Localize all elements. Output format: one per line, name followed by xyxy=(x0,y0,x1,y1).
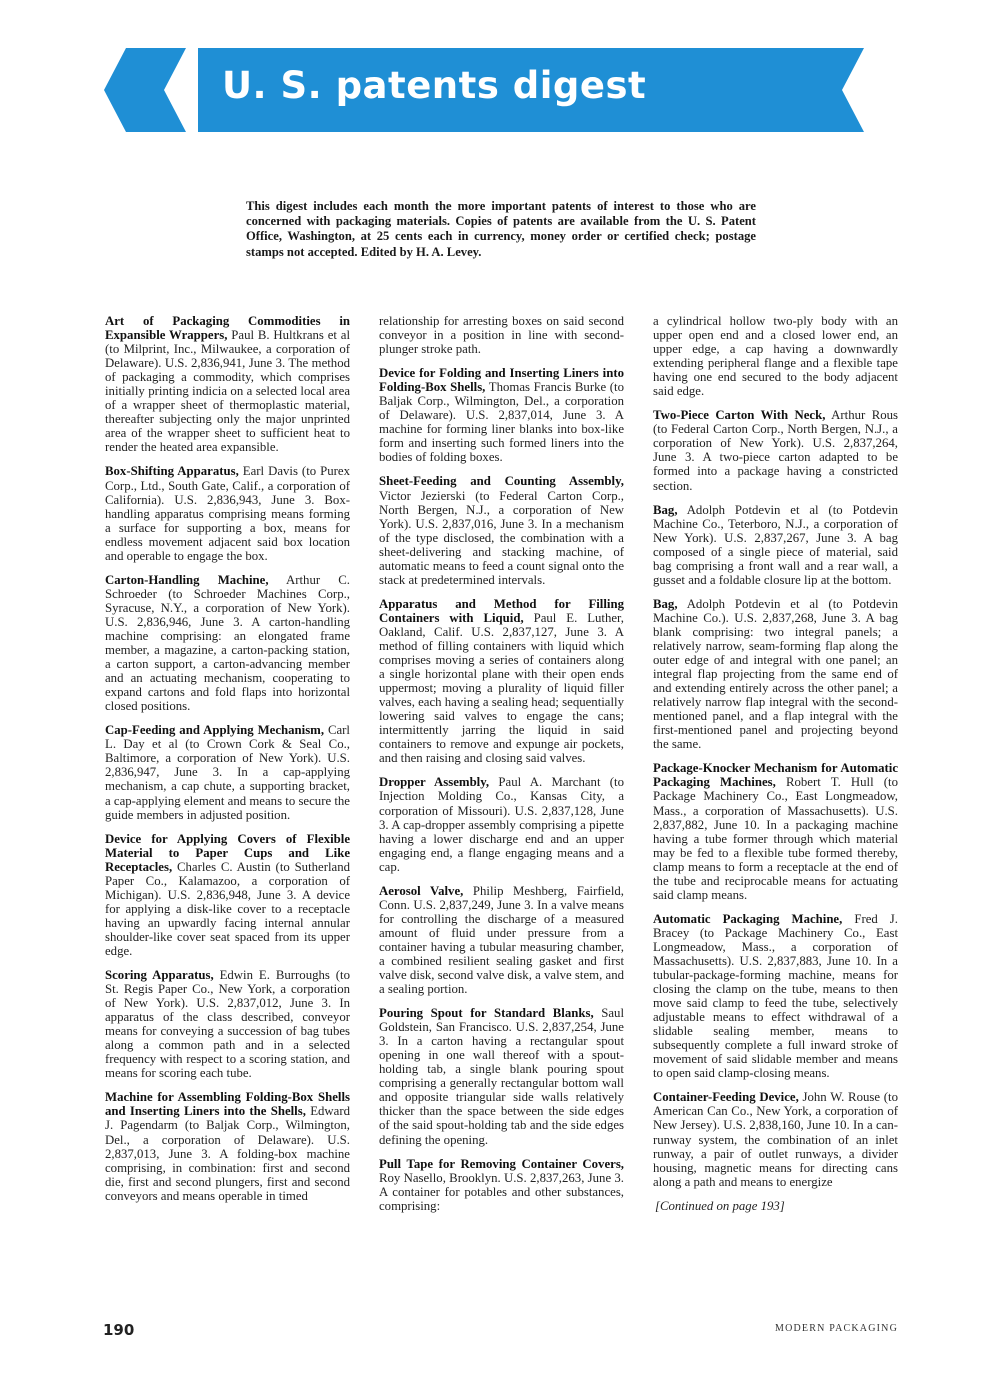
column-1 xyxy=(105,314,350,1213)
page-number: 190 xyxy=(103,1321,135,1339)
patent-title: Pouring Spout for Standard Blanks, xyxy=(379,1006,594,1021)
patent-description: Charles C. Austin (to Sutherland Paper Co., Kalamazoo, a corporation of Michigan). U.S. 2,836,948, June 3. A device for applying a disk-like cover to a receptacle having an upwardly facing internal annular shoulder-like cover seat spaced from its upper edge. xyxy=(105,859,351,958)
patent-entry xyxy=(379,314,624,356)
patent-title: Apparatus and Method for Filling Containers with Liquid, xyxy=(379,596,624,625)
patent-title: Container-Feeding Device, xyxy=(653,1090,799,1105)
patent-description: a cylindrical hollow two-ply body with an upper open end and a closed lower end, an upper edge, a cap having a downwardly extending peripheral flange and a flexible tape having one end secured to the body adjacent said edge. xyxy=(653,314,898,399)
patent-title: Device for Applying Covers of Flexible Material to Paper Cups and Like Receptacles, xyxy=(105,831,350,874)
patent-description: Victor Jezierski (to Federal Carton Corp., North Bergen, N.J., a corporation of New York). U.S. 2,837,016, June 3. In a mechanism of the type disclosed, the combination with a sheet-delivering and stacking machine, of automatic means to feed a count signal onto the stack at predetermined intervals. xyxy=(379,488,624,587)
patent-description: Paul E. Luther, Oakland, Calif. U.S. 2,837,127, June 3. A method of filling containers with liquid which comprises moving a series of containers along a single horizontal plane with their open ends uppermost; moving a plurality of liquid filler valves, each having a sealing head; sequentially lowering said valves to engage the cans; intermittently jarring the liquid in said containers to remove and expunge air pockets, and then raising and closing said valves. xyxy=(379,610,625,766)
patent-description: Philip Meshberg, Fairfield, Conn. U.S. 2,837,249, June 3. In a valve means for controlling the discharge of a measured amount of fluid under pressure from a container having a tubular measuring chamber, a combined resilient sealing gasket and first valve disk, second valve disk, a valve stem, and a sealing portion. xyxy=(379,883,624,997)
patent-entry xyxy=(105,464,350,562)
left-chevron-icon xyxy=(104,48,186,132)
patent-entry xyxy=(105,314,350,454)
patent-entry xyxy=(653,761,898,901)
header-banner xyxy=(0,0,1000,160)
patent-entry xyxy=(653,597,898,752)
intro-paragraph: This digest includes each month the more important patents of interest to those who are concerned with packaging materials. Copies of patents are available from the U. S. Patent Office, Washington, at 25 cents each in currency, money order or certified check; postage stamps not accepted. Edited by H. A. Levey. xyxy=(246,199,756,259)
patent-title: Box-Shifting Apparatus, xyxy=(105,464,239,479)
patent-entry xyxy=(105,1090,350,1202)
patent-title: Device for Folding and Inserting Liners into Folding-Box Shells, xyxy=(379,366,624,395)
column-3 xyxy=(653,314,898,1213)
patent-description: Arthur Rous (to Federal Carton Corp., North Bergen, N.J., a corporation of New York). U.S. 2,837,264, June 3. A two-piece carton adapted to be formed into a package having a constricted section. xyxy=(653,408,899,493)
patent-description: Carl L. Day et al (to Crown Cork & Seal Co., Baltimore, a corporation of New York). U.S. 2,836,947, June 3. In a cap-applying mechanism, a cap chute, a supporting bracket, a cap-applying element and means to secure the guide members in adjusted position. xyxy=(105,723,350,822)
patent-title: Art of Packaging Commodities in Expansible Wrappers, xyxy=(105,314,350,343)
patent-description: Arthur C. Schroeder (to Schroeder Machines Corp., Syracuse, N.Y., a corporation of New York). U.S. 2,836,946, June 3. A carton-handling machine comprising: an elongated frame member, a magazine, a carton-packing station, a carton support, a carton-advancing member and an actuating mechanism, cooperating to expand cartons and fold flaps into horizontal closed positions. xyxy=(105,572,350,714)
patent-description: Roy Nasello, Brooklyn. U.S. 2,837,263, June 3. A container for potables and other substances, comprising: xyxy=(379,1170,624,1213)
patent-title: Dropper Assembly, xyxy=(379,775,490,790)
patent-entry xyxy=(653,503,898,587)
patent-entry xyxy=(105,832,350,958)
patent-entry xyxy=(379,474,624,586)
continued-note: [Continued on page 193] xyxy=(655,1198,785,1213)
patent-title: Pull Tape for Removing Container Covers, xyxy=(379,1156,624,1171)
patent-entry xyxy=(379,775,624,873)
column-2 xyxy=(379,314,624,1223)
patent-title: Package-Knocker Mechanism for Automatic Packaging Machines, xyxy=(653,761,898,790)
patent-description: Thomas Francis Burke (to Baljak Corp., Wilmington, Del., a corporation of Delaware). U.S. 2,837,014, June 3. A machine for forming liner blanks into box-like form and inserting such formed liners into the bodies of folding boxes. xyxy=(379,380,624,465)
patent-entry xyxy=(105,723,350,821)
patent-description: Paul B. Hultkrans et al (to Milprint, Inc., Milwaukee, a corporation of Delaware). U.S. 2,836,941, June 3. The method of packaging a commodity, which comprises initially printing indicia on a selected local area of a wrapper sheet of thermoplastic material, thereafter subjecting only the major unprinted area of the wrapper sheet to sufficient heat to render the heated area expansible. xyxy=(105,328,350,455)
patent-description: Adolph Potdevin et al (to Potdevin Machine Co., Teterboro, N.J., a corporation of New York). U.S. 2,837,267, June 3. A bag composed of a single piece of material, said bag comprising a front wall and a rear wall, a gusset and a foldable closure lip at the bottom. xyxy=(653,502,898,587)
patent-entry xyxy=(653,912,898,1081)
patent-entry xyxy=(379,1157,624,1213)
patent-title: Two-Piece Carton With Neck, xyxy=(653,408,826,423)
patent-title: Cap-Feeding and Applying Mechanism, xyxy=(105,723,325,738)
magazine-name: MODERN PACKAGING xyxy=(774,1323,898,1334)
patent-entry xyxy=(653,1090,898,1188)
patent-entry xyxy=(653,314,898,398)
patent-title: Machine for Assembling Folding-Box Shells and Inserting Liners into the Shells, xyxy=(105,1090,350,1119)
patent-description: Paul A. Marchant (to Injection Molding Co., Kansas City, a corporation of Missouri). U.S. 2,837,128, June 3. A cap-dropper assembly comprising a pipette having a lower discharge end and an upper engaging end, a flange engaging means and a cap. xyxy=(379,775,624,874)
patent-description: John W. Rouse (to American Can Co., New York, a corporation of New Jersey). U.S. 2,838,160, June 10. In a can-runway system, the combination of an inlet runway, a pair of outlet runways, a divider housing, magnetic means for directing cans along a path and means to energize xyxy=(653,1090,899,1189)
patent-title: Automatic Packaging Machine, xyxy=(653,911,843,926)
patent-description: relationship for arresting boxes on said second conveyor in a position in line with second-plunger stroke path. xyxy=(379,314,624,357)
page-title: U. S. patents digest xyxy=(222,64,647,107)
patent-description: Edwin E. Burroughs (to St. Regis Paper Co., New York, a corporation of New York). U.S. 2,837,012, June 3. In apparatus of the class described, conveyor means for conveying a succession of bag tubes along a common path and in a selected frequency with respect to a scoring station, and means for scoring each tube. xyxy=(105,968,351,1081)
patent-title: Bag, xyxy=(653,596,678,611)
patent-description: Adolph Potdevin et al (to Potdevin Machine Co.). U.S. 2,837,268, June 3. A bag blank comprising: two integral panels; a relatively narrow, seam-forming flap along the outer edge of and integral with one panel; an integral flap projecting from the same end of and extending entirely across the other panel; a relatively narrow flap integral with the second-mentioned panel, and a flap integral with the first-mentioned panel and projecting beyond the same. xyxy=(653,596,898,752)
patent-description: Edward J. Pagendarm (to Baljak Corp., Wilmington, Del., a corporation of Delaware). U.S. 2,837,013, June 3. A folding-box machine comprising, in combination: first and second die, first and second plungers, first and second conveyors and means operable in timed xyxy=(105,1104,350,1203)
patent-entry xyxy=(379,597,624,766)
patent-entry xyxy=(653,408,898,492)
patent-entry xyxy=(105,573,350,713)
patent-title: Scoring Apparatus, xyxy=(105,968,214,983)
patent-description: Robert T. Hull (to Package Machinery Co., East Longmeadow, Mass., a corporation of Massachusetts). U.S. 2,837,882, June 10. In a packaging machine having a tube former through which material may be fed to a flexible tube formed thereby, clamp means to form a receptacle at the end of the tube and reciprocable means for actuating said clamp means. xyxy=(653,775,898,902)
patent-entry xyxy=(379,884,624,996)
patent-entry xyxy=(379,366,624,464)
patent-description: Earl Davis (to Purex Corp., Ltd., South Gate, Calif., a corporation of California). U.S. 2,836,943, June 3. Box-handling apparatus comprising means forming a surface for supporting a box, means for endless movement adjacent said box location and operable to engage the box. xyxy=(105,464,350,563)
patent-entry xyxy=(379,1006,624,1146)
patent-entry xyxy=(105,968,350,1080)
patent-title: Aerosol Valve, xyxy=(379,883,464,898)
patent-title: Bag, xyxy=(653,502,678,517)
patent-description: Fred J. Bracey (to Package Machinery Co., East Longmeadow, Mass., a corporation of Massachusetts). U.S. 2,837,883, June 10. In a tubular-package-forming machine, means for closing the clamp on the tube, means to then move said clamp to feed the tube, selectively adjustable means to effect withdrawal of a slidable sealing member, means to subsequently complete a full inward stroke of movement of said slidable member and means to open said clamp-closing means. xyxy=(653,911,898,1081)
patent-description: Saul Goldstein, San Francisco. U.S. 2,837,254, June 3. In a carton having a rectangular spout opening in one wall thereof with a spout-holding tab, a single blank pouring spout comprising a generally rectangular bottom wall and opposite triangular side walls relatively thicker than the space between the side edges of the said spout-holding tab and the side edges defining the opening. xyxy=(379,1006,625,1147)
patent-title: Sheet-Feeding and Counting Assembly, xyxy=(379,474,624,489)
patent-title: Carton-Handling Machine, xyxy=(105,572,269,587)
